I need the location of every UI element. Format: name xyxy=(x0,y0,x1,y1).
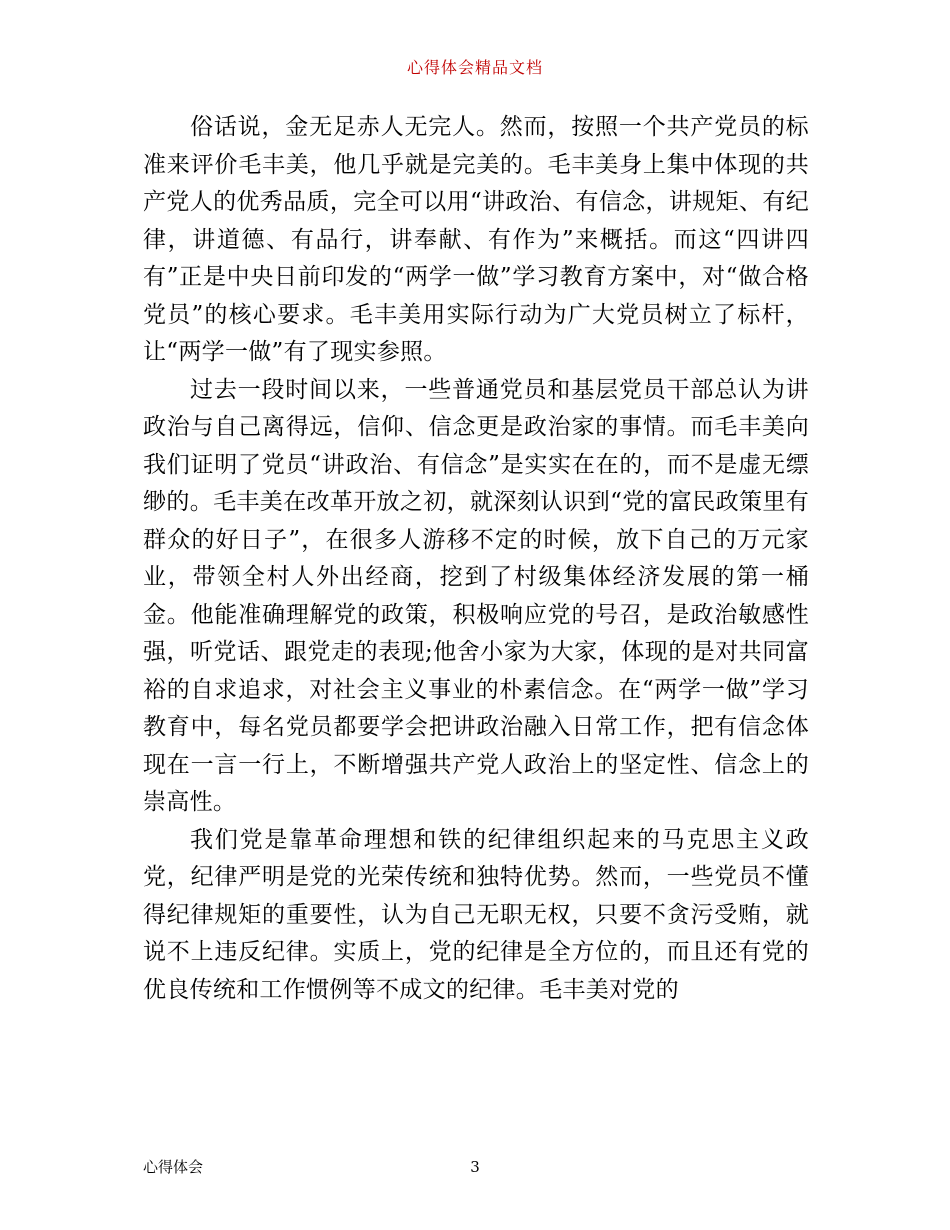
paragraph-2: 过去一段时间以来，一些普通党员和基层党员干部总认为讲政治与自己离得远，信仰、信念更是政治家的事情。而毛丰美向我们证明了党员“讲政治、有信念”是实实在在的，而不是虚无缥缈的。毛丰美在改革开放之初，就深刻认识到“党的富民政策里有群众的好日子”，在很多人游移不定的时候，放下自己的万元家业，带领全村人外出经商，挖到了村级集体经济发展的第一桶金。他能准确理解党的政策，积极响应党的号召，是政治敏感性强，听党话、跟党走的表现;他舍小家为大家，体现的是对共同富裕的自求追求，对社会主义事业的朴素信念。在“两学一做”学习教育中，每名党员都要学会把讲政治融入日常工作，把有信念体现在一言一行上，不断增强共产党人政治上的坚定性、信念上的崇高性。 xyxy=(143,376,809,815)
page-number: 3 xyxy=(470,1158,480,1176)
paragraph-1: 俗话说，金无足赤人无完人。然而，按照一个共产党员的标准来评价毛丰美，他几乎就是完美的。毛丰美身上集中体现的共产党人的优秀品质，完全可以用“讲政治、有信念，讲规矩、有纪律，讲道德、有品行，讲奉献、有作为”来概括。而这“四讲四有”正是中央日前印发的“两学一做”学习教育方案中，对“做合格党员”的核心要求。毛丰美用实际行动为广大党员树立了标杆，让“两学一做”有了现实参照。 xyxy=(143,114,809,365)
page-header-title: 心得体会精品文档 xyxy=(406,58,543,77)
paragraph-3: 我们党是靠革命理想和铁的纪律组织起来的马克思主义政党，纪律严明是党的光荣传统和独特优势。然而，一些党员不懂得纪律规矩的重要性，认为自己无职无权，只要不贪污受贿，就说不上违反纪律。实质上，党的纪律是全方位的，而且还有党的优良传统和工作惯例等不成文的纪律。毛丰美对党的 xyxy=(143,826,809,1003)
footer-label: 心得体会 xyxy=(143,1158,204,1176)
document-body xyxy=(143,109,809,1009)
